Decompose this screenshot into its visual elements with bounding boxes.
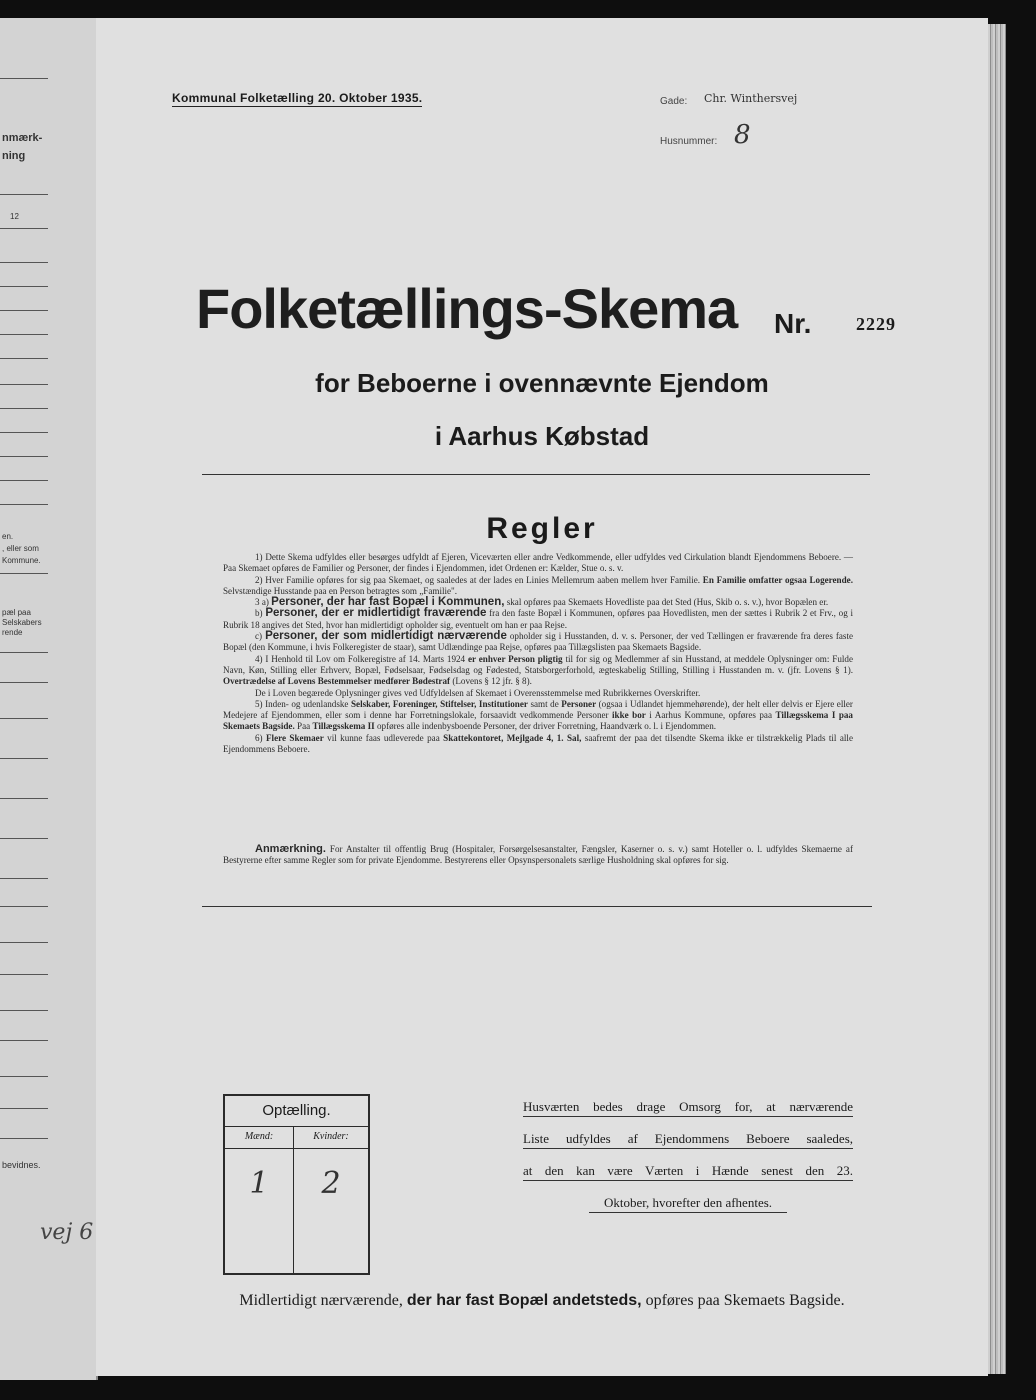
rule-4-note: De i Loven begærede Oplysninger gives ved Udfyldelsen af Skemaet i Overensstemmelse med Rubrikkernes Overskrifter. <box>255 687 701 698</box>
count-men-value: 1 <box>249 1166 269 1201</box>
title-rule <box>202 474 870 475</box>
rule-5: 5) Inden- og udenlandske Selskaber, Foreninger, Stiftelser, Institutioner samt de Personer (ogsaa i Udlandet hjemmehørende), der helt eller delvis er Ejere eller Medejere af Ejendommen, eller som i denne har Forretningslokale, forsaavidt vedkommende Personer ikke bor i Aarhus Kommune, opføres paa Tillægsskema I paa Skemaets Bagside. Paa Tillægsskema II opføres alle indenbysboende Personer, der driver Forretning, Haandværk o. l. i Ejendommen. <box>223 698 853 732</box>
left-fragment-6: Kommune. <box>2 556 41 565</box>
form-subtitle-2: i Aarhus Købstad <box>434 421 650 451</box>
rule-3a: 3 a) Personer, der har fast Bopæl i Kommunen, skal opføres paa Skemaets Hovedliste paa det Sted (Hus, Skib o. s. v.), hvor Bopælen er. <box>255 596 829 609</box>
count-women-value: 2 <box>321 1166 341 1201</box>
divider <box>0 310 48 311</box>
divider <box>0 504 48 505</box>
divider <box>0 78 48 79</box>
divider <box>0 286 48 287</box>
census-header: Kommunal Folketælling 20. Oktober 1935. <box>172 91 423 105</box>
left-handwriting: vej 6 <box>40 1220 94 1245</box>
husnummer-label: Husnummer: <box>660 136 718 147</box>
count-men-label: Mænd: <box>225 1126 293 1149</box>
gade-value: Chr. Winthersvej <box>704 92 798 105</box>
census-form-page <box>96 18 988 1376</box>
footer-part-3: opføres paa Skemaets Bagside. <box>645 1292 845 1309</box>
rule-3b: b) Personer, der er midlertidigt fraværende fra den faste Bopæl i Kommunen, opføres paa Hovedlisten, men der sættes i Rubrik 2 et Frv., og i Rubrik 18 angives det Sted, hvor han midlertidigt opholder sig, eventuelt om han er paa Rejse. <box>223 607 854 630</box>
page-stack-edge <box>988 24 1006 1374</box>
notice-line-4: Oktober, hvorefter den afhentes. <box>589 1194 787 1213</box>
anmaerkning-text: For Anstalter til offentlig Brug (Hospitaler, Forsørgelsesanstalter, Fængsler, Kaserner o. s. v.) samt Hoteller o. l. udfyldes Skemaerne af Bestyrerne efter samme Regler som for private Ejendomme. Bestyrerens eller Opsynspersonalets særlige Husholdning skal opføres for sig. <box>223 844 853 866</box>
divider <box>0 652 48 653</box>
divider <box>0 384 48 385</box>
rules-heading: Regler <box>486 512 598 545</box>
notice-line-1: Husværten bedes drage Omsorg for, at nærværende <box>523 1098 853 1117</box>
divider <box>0 718 48 719</box>
divider <box>0 228 48 229</box>
left-fragment-2: ning <box>2 150 26 162</box>
count-box <box>223 1094 370 1275</box>
footer-note <box>96 1292 988 1310</box>
anmaerkning-lead: Anmærkning. <box>255 843 326 855</box>
divider <box>0 878 48 879</box>
divider <box>0 408 48 409</box>
divider <box>0 1040 48 1041</box>
divider <box>0 334 48 335</box>
divider <box>0 838 48 839</box>
count-box-title: Optælling. <box>225 1096 368 1127</box>
left-fragment-4: en. <box>2 532 14 541</box>
gade-label: Gade: <box>660 96 688 107</box>
divider <box>0 1138 48 1139</box>
count-men-column <box>225 1126 294 1273</box>
divider <box>0 906 48 907</box>
rules-text <box>223 552 853 755</box>
rule-4: 4) I Henhold til Lov om Folkeregistre af 14. Marts 1924 er enhver Person pligtig til for sig og Medlemmer af sin Husstand, at meddele Oplysninger om: Fulde Navn, Køn, Stilling eller Erhverv, Bopæl, Fødselsaar, Fødselsdag og Fødested, Statsborgerforhold, ægteskabelig Stilling, Stilling i Husstanden m. v. (jfr. Lovens § 1). Overtrædelse af Lovens Bestemmelser medfører Bødestraf (Lovens § 12 jfr. § 8). <box>223 653 853 687</box>
divider <box>0 682 48 683</box>
left-fragment-9: rende <box>2 628 23 637</box>
notice-line-3: at den kan være Værten i Hænde senest den 23. <box>523 1162 853 1181</box>
divider <box>0 1076 48 1077</box>
left-page-fragment <box>0 18 98 1380</box>
landlord-notice <box>523 1098 853 1226</box>
notice-line-2: Liste udfyldes af Ejendommens Beboere saaledes, <box>523 1130 853 1149</box>
left-fragment-5: , eller som <box>2 544 39 553</box>
anmaerkning <box>223 844 853 867</box>
left-fragment-10: bevidnes. <box>2 1160 41 1170</box>
footer-part-2: der har fast Bopæl andetsteds, <box>406 1292 642 1309</box>
divider <box>0 262 48 263</box>
divider <box>0 974 48 975</box>
left-fragment-1: nmærk- <box>2 132 43 144</box>
divider <box>0 194 48 195</box>
left-fragment-7: pæl paa <box>2 608 31 617</box>
rule-6: 6) Flere Skemaer vil kunne faas udleverede paa Skattekontoret, Mejlgade 4, 1. Sal, saafremt der paa det tilsendte Skema ikke er tilstrækkelig Plads til alle Ejendommens Beboere. <box>223 732 853 755</box>
anmaerkning-rule <box>202 906 872 907</box>
divider <box>0 1108 48 1109</box>
divider <box>0 758 48 759</box>
husnummer-value: 8 <box>734 120 751 150</box>
count-women-column <box>294 1126 368 1273</box>
form-subtitle-1: for Beboerne i ovennævnte Ejendom <box>315 368 769 398</box>
left-fragment-8: Selskabers <box>2 618 42 627</box>
rule-2: 2) Hver Familie opføres for sig paa Skemaet, og saaledes at der lades en Linies Mellemrum aaben mellem hver Familie. En Familie omfatter ogsaa Logerende. Selvstændige Husstande paa en Person betragtes som „Familie". <box>223 574 853 596</box>
footer-part-1: Midlertidigt nærværende, <box>239 1292 403 1309</box>
divider <box>0 456 48 457</box>
divider <box>0 1010 48 1011</box>
form-number-label: Nr. <box>774 308 812 339</box>
divider <box>0 358 48 359</box>
divider <box>0 942 48 943</box>
form-title: Folketællings-Skema <box>196 277 738 340</box>
divider <box>0 798 48 799</box>
form-number-value: 2229 <box>856 314 896 334</box>
count-women-label: Kvinder: <box>294 1126 368 1149</box>
rule-3c: c) Personer, der som midlertidigt nærværende opholder sig i Husstanden, d. v. s. Personer, der ved Tællingen er fraværende fra deres faste Bopæl (den Kommune, i hvis Folkeregister de staar), samt Udlændinge paa Rejse, opføres paa Tillægslisten paa Skemaets Bagside. <box>223 630 854 653</box>
divider <box>0 480 48 481</box>
rule-1: 1) Dette Skema udfyldes eller besørges udfyldt af Ejeren, Viceværten eller andre Vedkommende, eller udfyldes ved Cirkulation blandt Ejendommens Beboere. — Paa Skemaet opføres de Familier og Personer, der findes i Ejendommen, idet Ordenen er: Kælder, Stue o. s. v. <box>223 552 853 574</box>
divider <box>0 573 48 574</box>
left-fragment-3: 12 <box>10 212 19 221</box>
divider <box>0 432 48 433</box>
